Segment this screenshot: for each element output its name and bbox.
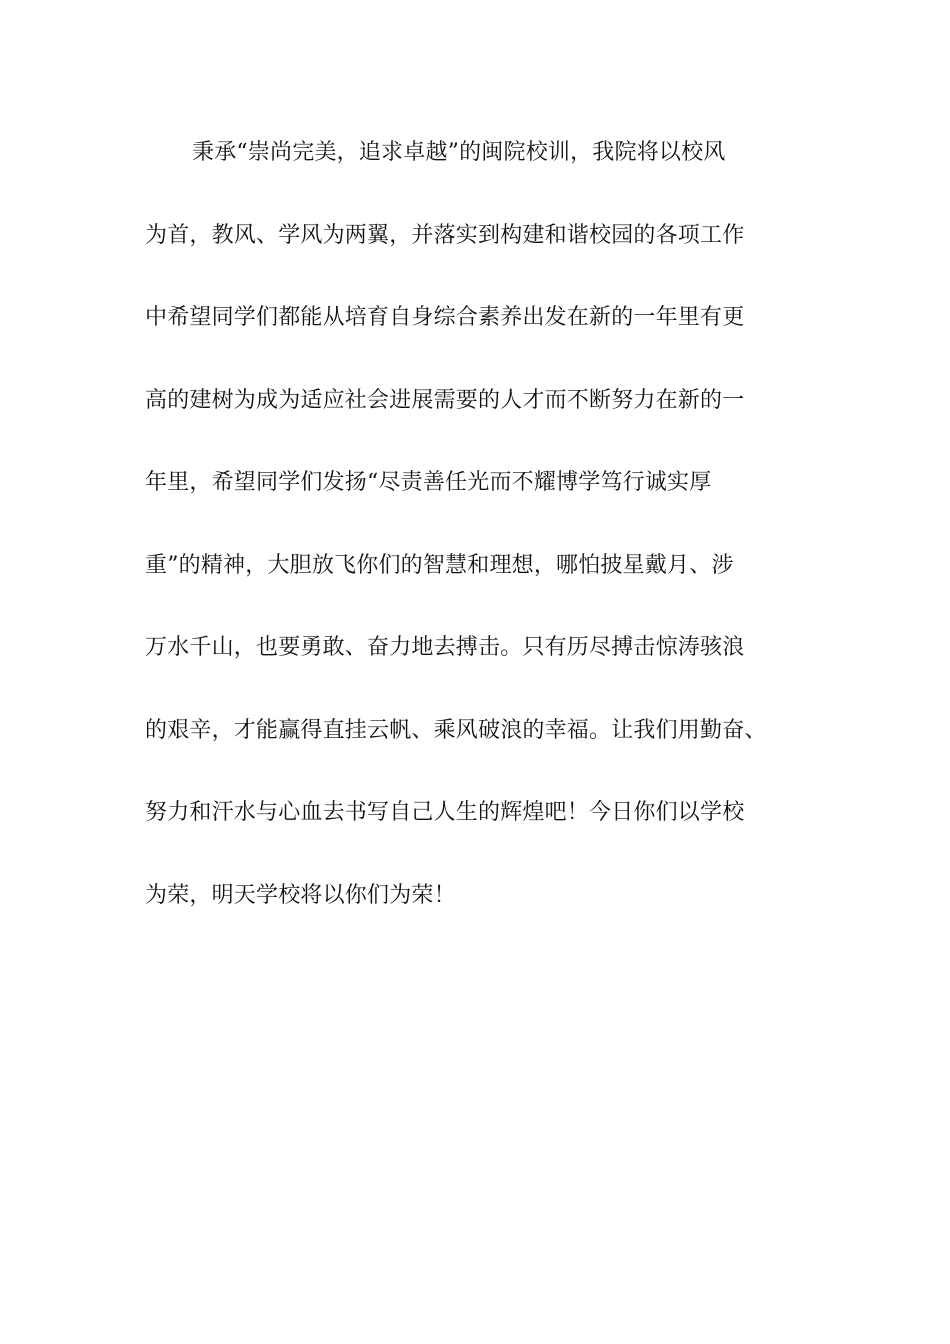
paragraph-line: 为荣，明天学校将以你们为荣！ xyxy=(145,882,456,908)
paragraph-line: 努力和汗水与心血去书写自己人生的辉煌吧！今日你们以学校 xyxy=(145,800,745,825)
paragraph-line: 重”的精神，大胆放飞你们的智慧和理想，哪怕披星戴月、涉 xyxy=(145,552,734,578)
paragraph-line: 中希望同学们都能从培育自身综合素养出发在新的一年里有更 xyxy=(145,305,745,330)
paragraph-line: 为首，教风、学风为两翼，并落实到构建和谐校园的各项工作 xyxy=(145,222,745,248)
paragraph-line: 年里，希望同学们发扬“尽责善任光而不耀博学笃行诚实厚 xyxy=(145,470,712,495)
body-paragraph xyxy=(145,132,825,957)
paragraph-line: 的艰辛，才能赢得直挂云帆、乘风破浪的幸福。让我们用勤奋、 xyxy=(145,717,767,743)
paragraph-line: 秉承“崇尚完美，追求卓越”的闽院校训，我院将以校风 xyxy=(192,140,726,165)
paragraph-line: 高的建树为成为适应社会进展需要的人才而不断努力在新的一 xyxy=(145,387,745,413)
paragraph-line: 万水千山，也要勇敢、奋力地去搏击。只有历尽搏击惊涛骇浪 xyxy=(145,635,745,660)
